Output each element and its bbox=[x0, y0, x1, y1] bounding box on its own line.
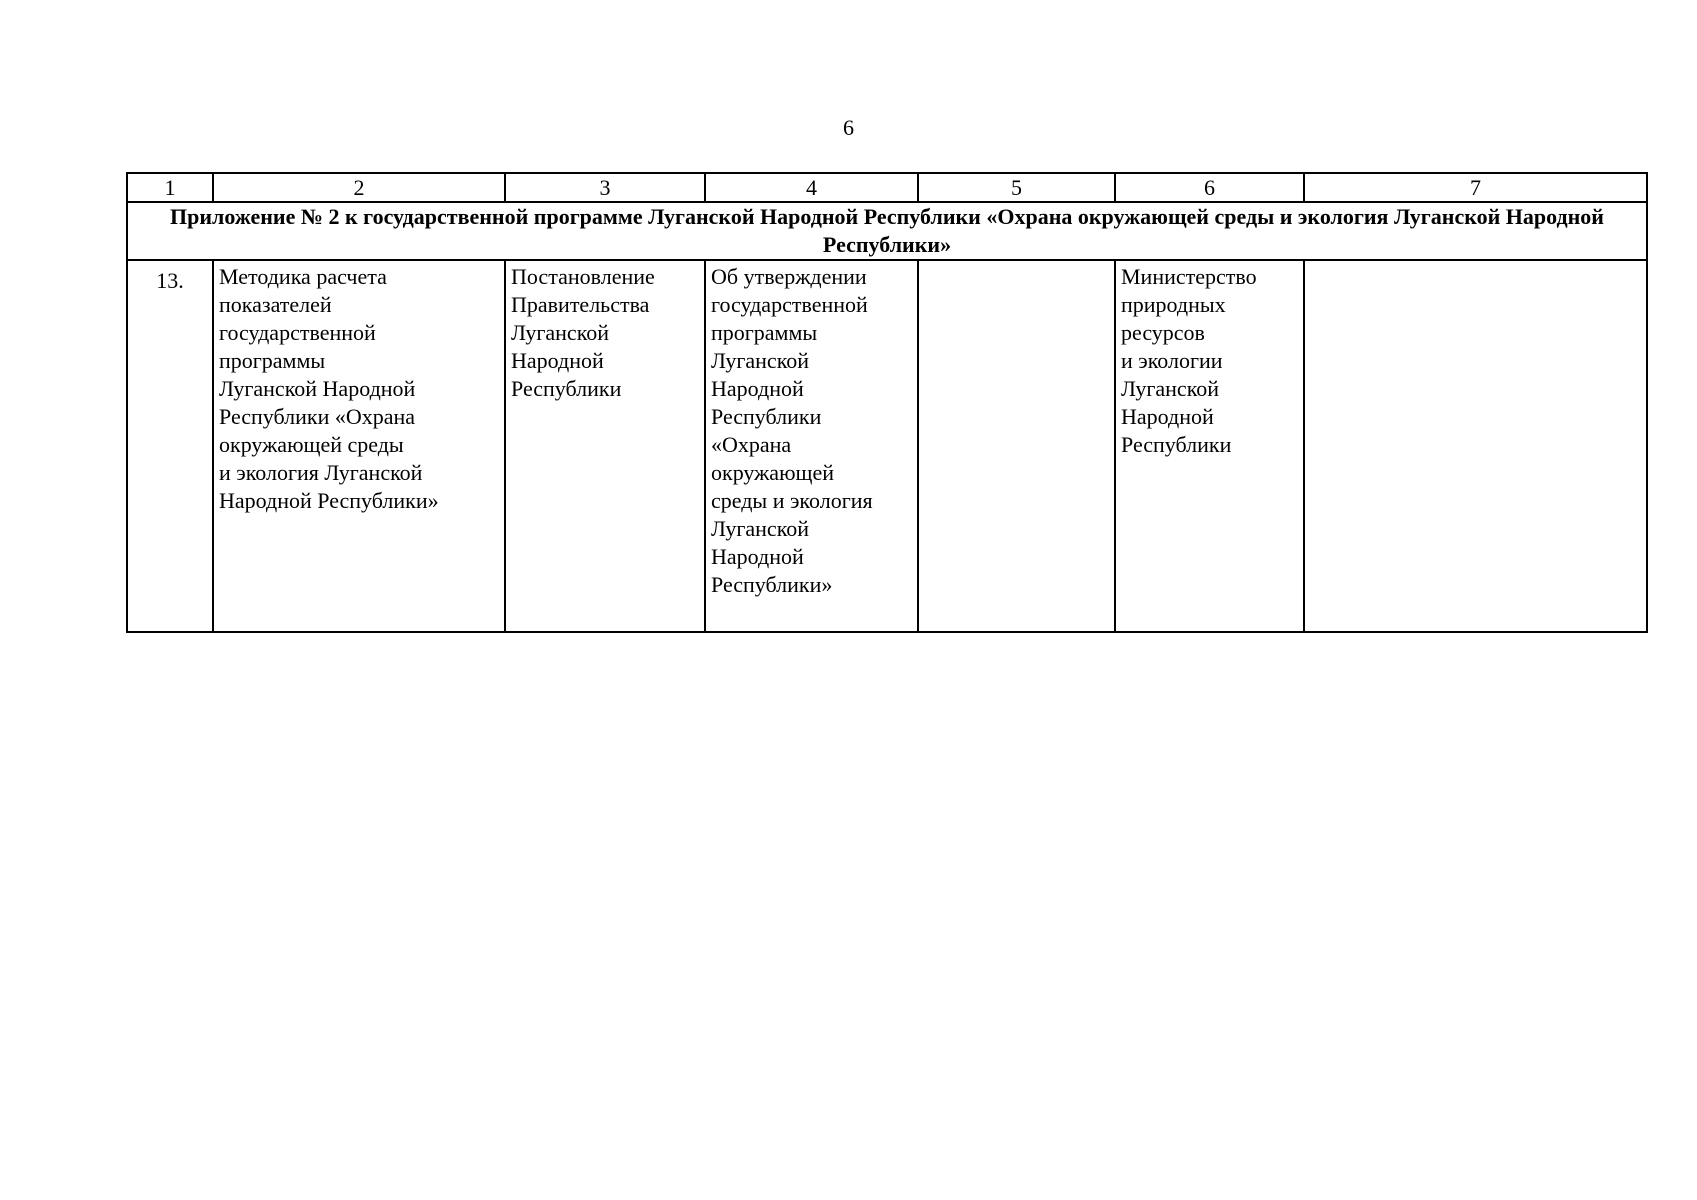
column-number: 3 bbox=[505, 173, 705, 202]
responsible-body-cell: Министерство природных ресурсов и экологии Луганской Народной Республики bbox=[1115, 260, 1304, 632]
column-number: 5 bbox=[918, 173, 1115, 202]
act-type-cell: Постановление Правительства Луганской Народной Республики bbox=[505, 260, 705, 632]
page-number: 6 bbox=[843, 115, 854, 140]
act-title-cell: Об утверждении государственной программы Луганской Народной Республики «Охрана окружающей среды и экология Луганской Народной Республики» bbox=[705, 260, 918, 632]
row-index: 13. bbox=[127, 260, 213, 632]
document-name-cell: Методика расчета показателей государственной программы Луганской Народной Республики «Охрана окружающей среды и экология Луганской Народной Республики» bbox=[213, 260, 505, 632]
column-number: 2 bbox=[213, 173, 505, 202]
table-row bbox=[127, 260, 1647, 632]
column-number-row bbox=[127, 173, 1647, 202]
column-number: 1 bbox=[127, 173, 213, 202]
empty-cell-7 bbox=[1304, 260, 1647, 632]
section-title: Приложение № 2 к государственной программе Луганской Народной Республики «Охрана окружающей среды и экология Луганской Народной Республики» bbox=[127, 202, 1647, 260]
section-title-row bbox=[127, 202, 1647, 260]
empty-cell-5 bbox=[918, 260, 1115, 632]
column-number: 6 bbox=[1115, 173, 1304, 202]
column-number: 4 bbox=[705, 173, 918, 202]
column-number: 7 bbox=[1304, 173, 1647, 202]
document-table bbox=[126, 172, 1648, 633]
